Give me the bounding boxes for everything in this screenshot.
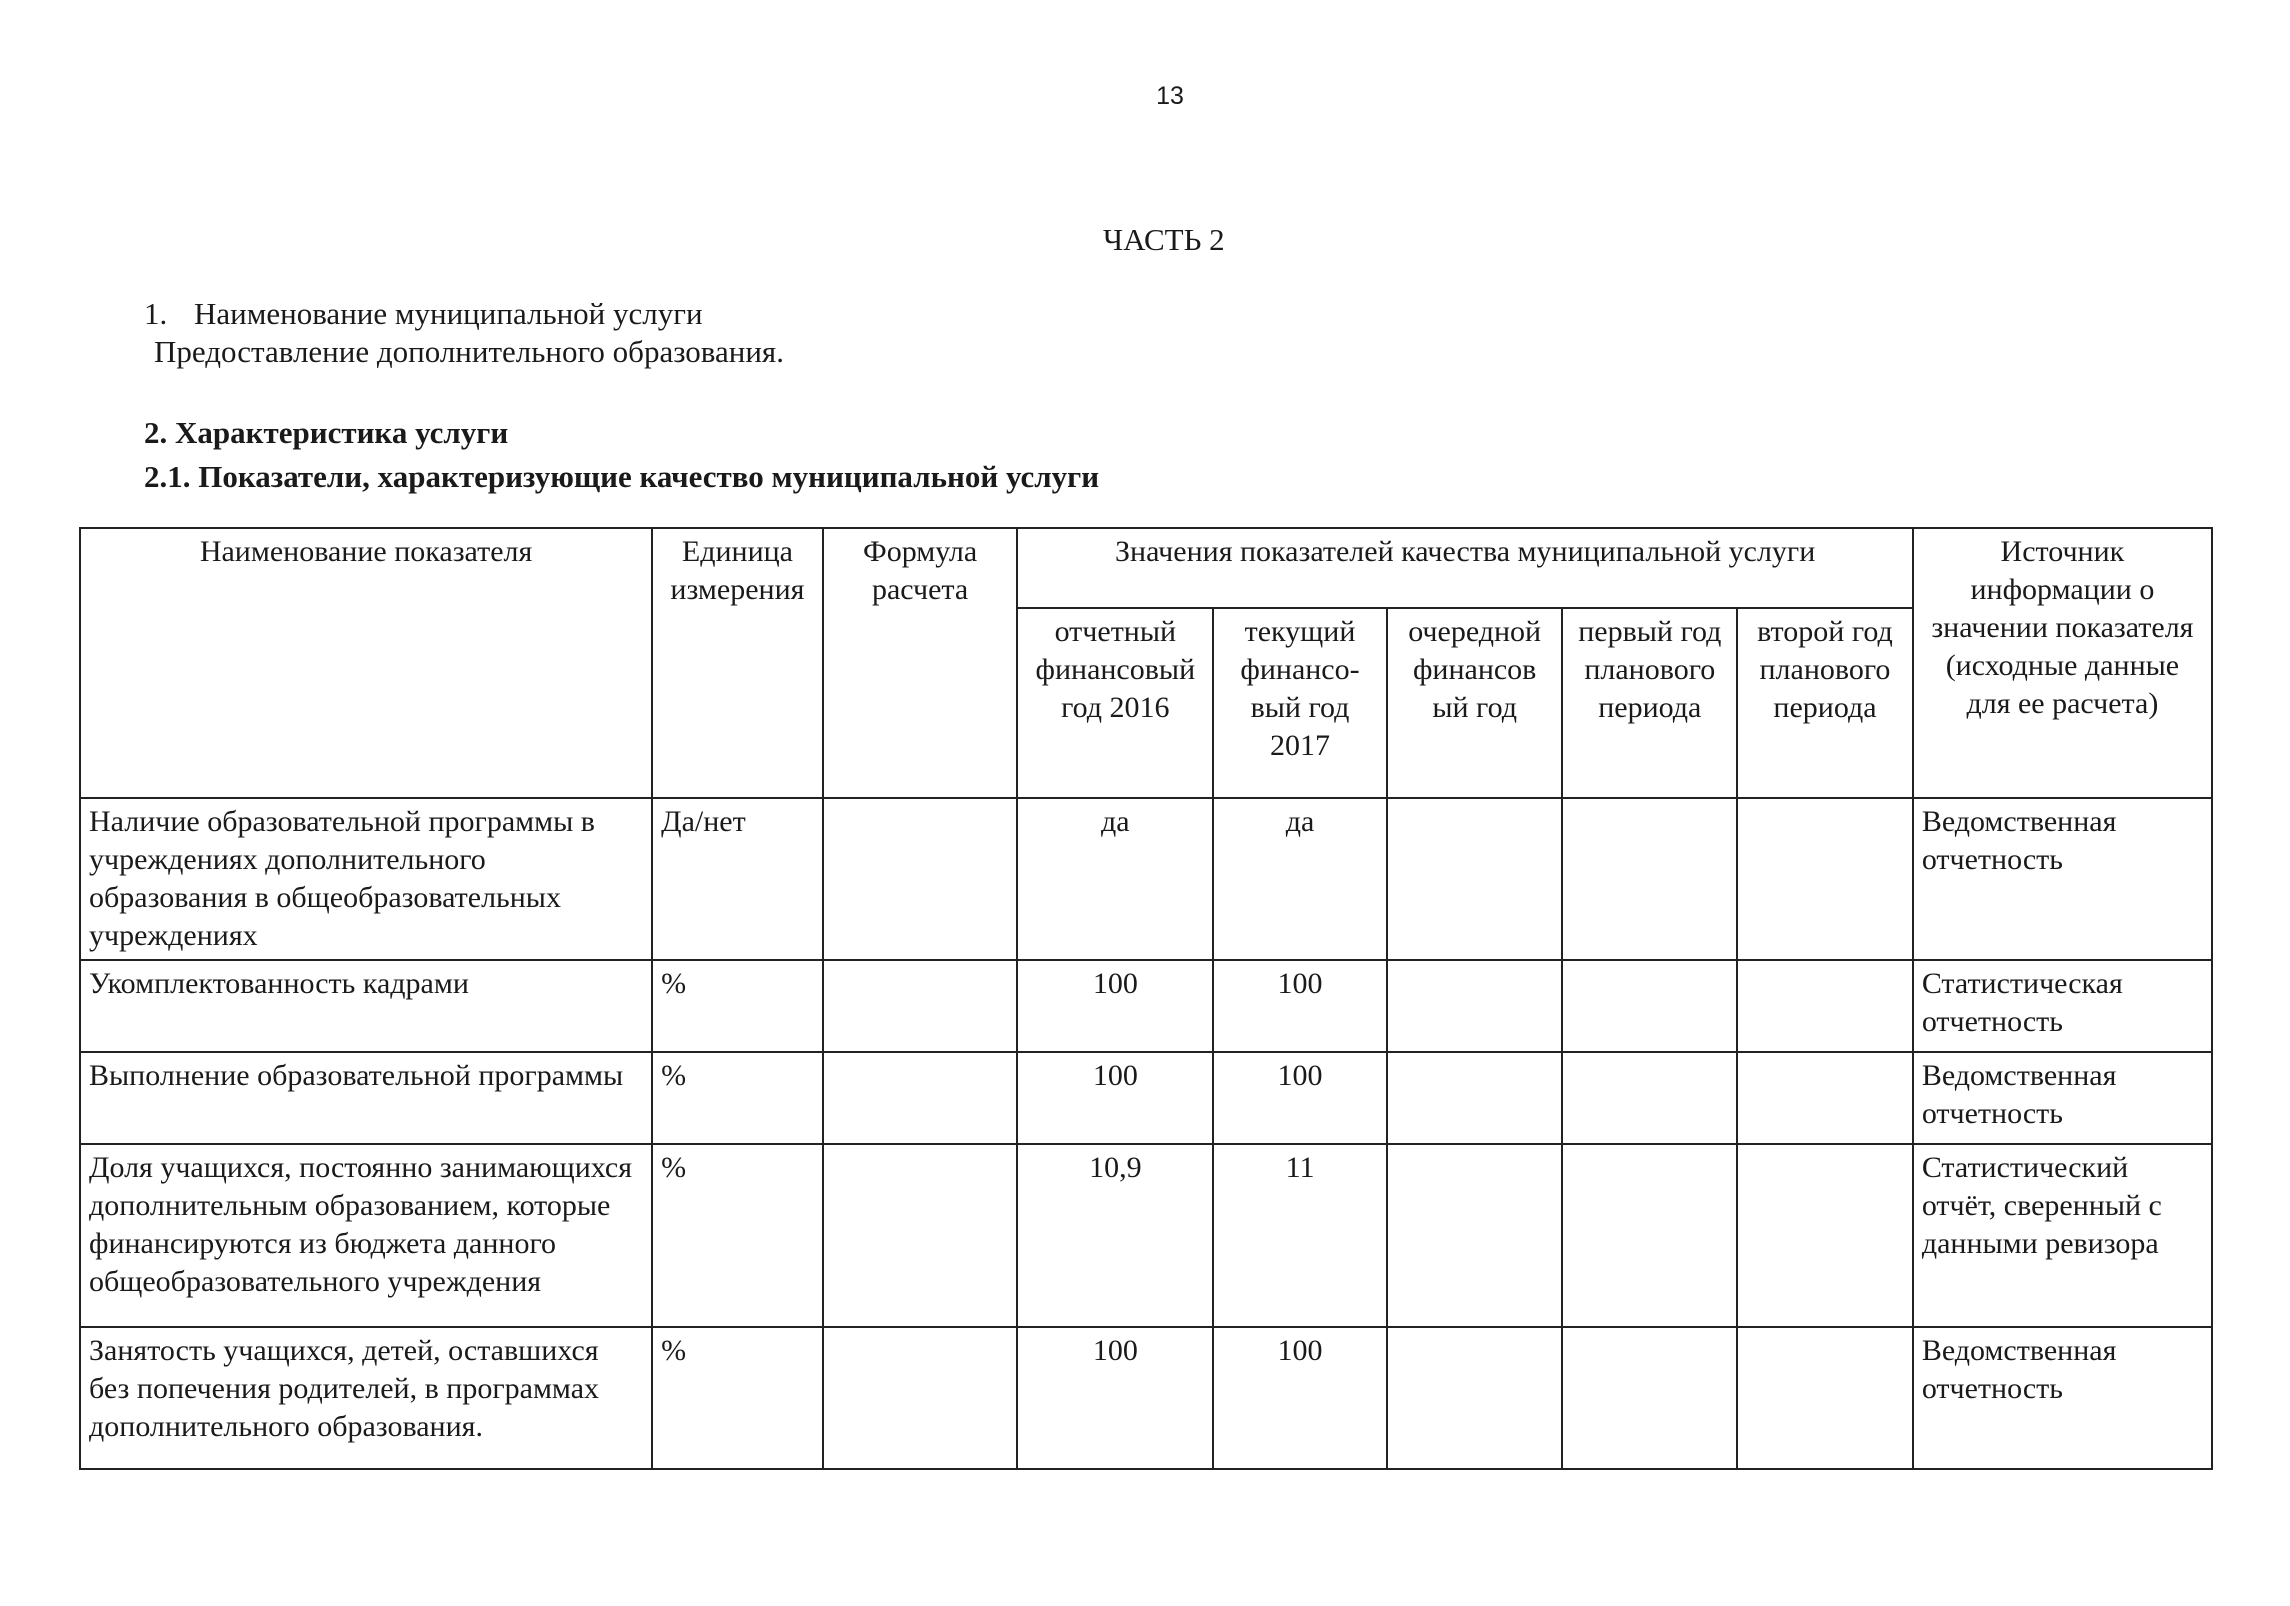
header-year-reporting: отчетный финансовый год 2016 xyxy=(1017,608,1213,798)
cell-current-value: 100 xyxy=(1213,960,1387,1052)
cell-indicator-name: Наличие образовательной программы в учреждениях дополнительного образования в общеобразовательных учреждениях xyxy=(80,798,652,960)
cell-reporting-value: 100 xyxy=(1017,1327,1213,1469)
cell-source: Статистический отчёт, сверенный с данными ревизора xyxy=(1913,1144,2212,1327)
header-name: Наименование показателя xyxy=(80,528,652,798)
service-block xyxy=(144,295,784,371)
cell-next-value xyxy=(1387,960,1563,1052)
cell-current-value: 11 xyxy=(1213,1144,1387,1327)
cell-reporting-value: 100 xyxy=(1017,960,1213,1052)
cell-indicator-name: Выполнение образовательной программы xyxy=(80,1052,652,1144)
header-plan-second: второй год планового периода xyxy=(1737,608,1913,798)
section-heading-block xyxy=(144,411,1099,499)
cell-unit: Да/нет xyxy=(652,798,823,960)
cell-next-value xyxy=(1387,798,1563,960)
cell-plan1-value xyxy=(1562,1144,1737,1327)
part-title: ЧАСТЬ 2 xyxy=(1103,222,1225,257)
cell-indicator-name: Доля учащихся, постоянно занимающихся дополнительным образованием, которые финансируются из бюджета данного общеобразовательного учреждения xyxy=(80,1144,652,1327)
cell-indicator-name: Занятость учащихся, детей, оставшихся без попечения родителей, в программах дополнительного образования. xyxy=(80,1327,652,1469)
cell-plan2-value xyxy=(1737,960,1913,1052)
cell-plan2-value xyxy=(1737,1144,1913,1327)
cell-next-value xyxy=(1387,1052,1563,1144)
page-number: 13 xyxy=(1156,82,1184,110)
header-plan-first: первый год планового периода xyxy=(1562,608,1737,798)
section-subheading: 2.1. Показатели, характеризующие качество муниципальной услуги xyxy=(144,459,1100,494)
cell-unit: % xyxy=(652,1052,823,1144)
table-row xyxy=(80,960,2212,1052)
header-year-current: текущий финансо-вый год 2017 xyxy=(1213,608,1387,798)
cell-reporting-value: 10,9 xyxy=(1017,1144,1213,1327)
cell-unit: % xyxy=(652,1327,823,1469)
service-name: Предоставление дополнительного образования. xyxy=(154,334,784,369)
service-label-line xyxy=(144,295,784,333)
cell-reporting-value: 100 xyxy=(1017,1052,1213,1144)
cell-next-value xyxy=(1387,1327,1563,1469)
cell-formula xyxy=(823,960,1018,1052)
cell-formula xyxy=(823,1327,1018,1469)
table-row xyxy=(80,1327,2212,1469)
cell-plan1-value xyxy=(1562,960,1737,1052)
cell-source: Ведомственная отчетность xyxy=(1913,798,2212,960)
header-source: Источник информации о значении показателя (исходные данные для ее расчета) xyxy=(1913,528,2212,798)
cell-plan2-value xyxy=(1737,1327,1913,1469)
cell-source: Ведомственная отчетность xyxy=(1913,1052,2212,1144)
header-formula: Формула расчета xyxy=(823,528,1018,798)
cell-indicator-name: Укомплектованность кадрами xyxy=(80,960,652,1052)
cell-plan1-value xyxy=(1562,1052,1737,1144)
header-row-1 xyxy=(80,528,2212,608)
quality-indicators-table xyxy=(79,527,2213,1470)
header-values-group: Значения показателей качества муниципальной услуги xyxy=(1017,528,1912,608)
cell-source: Статистическая отчетность xyxy=(1913,960,2212,1052)
cell-formula xyxy=(823,1052,1018,1144)
cell-reporting-value: да xyxy=(1017,798,1213,960)
cell-unit: % xyxy=(652,960,823,1052)
cell-plan1-value xyxy=(1562,798,1737,960)
service-number: 1. xyxy=(144,296,168,331)
cell-current-value: 100 xyxy=(1213,1327,1387,1469)
header-unit: Единица измерения xyxy=(652,528,823,798)
cell-source: Ведомственная отчетность xyxy=(1913,1327,2212,1469)
cell-plan2-value xyxy=(1737,1052,1913,1144)
cell-unit: % xyxy=(652,1144,823,1327)
table-row xyxy=(80,1144,2212,1327)
service-label: Наименование муниципальной услуги xyxy=(194,296,703,331)
cell-formula xyxy=(823,1144,1018,1327)
cell-current-value: да xyxy=(1213,798,1387,960)
cell-formula xyxy=(823,798,1018,960)
table-row xyxy=(80,798,2212,960)
cell-next-value xyxy=(1387,1144,1563,1327)
header-year-next: очередной финансов ый год xyxy=(1387,608,1563,798)
cell-current-value: 100 xyxy=(1213,1052,1387,1144)
cell-plan2-value xyxy=(1737,798,1913,960)
section-heading: 2. Характеристика услуги xyxy=(144,415,509,450)
table-row xyxy=(80,1052,2212,1144)
cell-plan1-value xyxy=(1562,1327,1737,1469)
